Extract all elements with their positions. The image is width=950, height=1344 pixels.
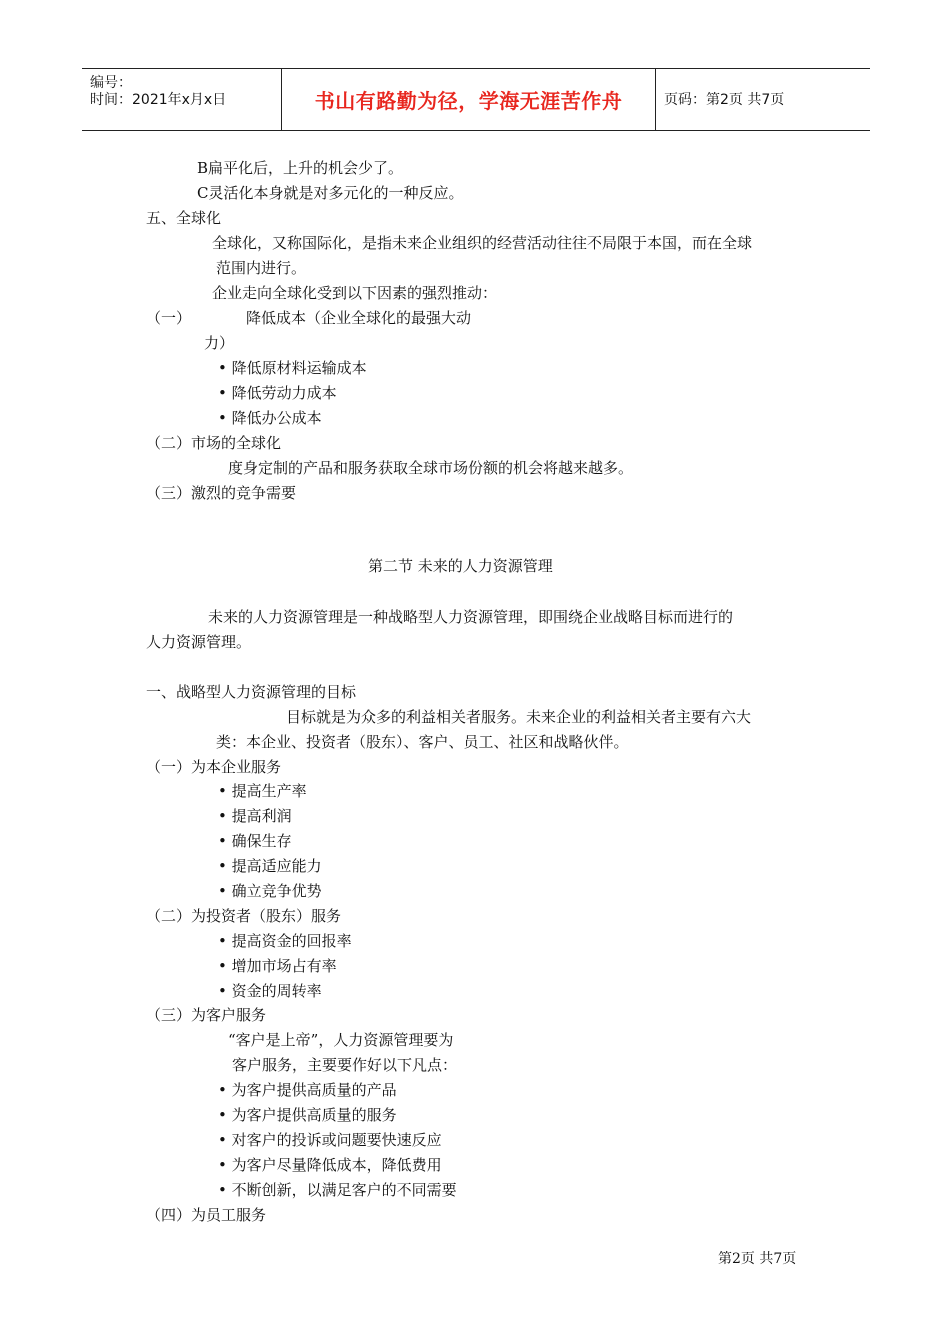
bullet-item: • 为客户尽量降低成本，降低费用 [218,1156,442,1174]
sub-heading: （三）激烈的竞争需要 [146,484,297,502]
list-number: （一） [146,309,192,327]
section-heading: 一、战略型人力资源管理的目标 [146,683,357,701]
page-header [82,68,870,131]
bullet-item: • 降低劳动力成本 [218,384,337,402]
header-motto-cell [282,69,656,130]
bullet-item: • 提高适应能力 [218,857,322,875]
body-line: 力） [204,334,235,352]
bullet-item: • 提高生产率 [218,782,307,800]
bullet-item: • 提高资金的回报率 [218,932,352,950]
bullet-item: • 资金的周转率 [218,982,322,1000]
body-line: B扁平化后，上升的机会少了。 [197,159,404,177]
sub-heading: （一）为本企业服务 [146,758,282,776]
body-line: C灵活化本身就是对多元化的一种反应。 [197,184,464,202]
bullet-item: • 确立竞争优势 [218,882,322,900]
body-line: 范围内进行。 [216,259,307,277]
bullet-item: • 为客户提供高质量的产品 [218,1081,397,1099]
body-line: 全球化，又称国际化，是指未来企业组织的经营活动往往不局限于本国，而在全球 [212,234,753,252]
body-line: 降低成本（企业全球化的最强大动 [246,309,472,327]
bullet-item: • 对客户的投诉或问题要快速反应 [218,1131,442,1149]
body-line: 企业走向全球化受到以下因素的强烈推动： [212,284,498,302]
bullet-item: • 确保生存 [218,832,292,850]
bullet-item: • 增加市场占有率 [218,957,337,975]
bullet-item: • 提高利润 [218,807,292,825]
body-line: “客户是上帝”，人力资源管理要为 [228,1031,454,1049]
body-line: 目标就是为众多的利益相关者服务。未来企业的利益相关者主要有六大 [286,708,752,726]
bullet-item: • 降低办公成本 [218,409,322,427]
page-footer: 第2页 共7页 [718,1251,797,1267]
bullet-item: • 降低原材料运输成本 [218,359,367,377]
header-meta-cell [82,69,282,130]
section-heading: 五、全球化 [146,209,222,227]
sub-heading: （二）为投资者（股东）服务 [146,907,342,925]
date-label: 时间：2021年x月x日 [90,92,227,108]
motto-text: 书山有路勤为径，学海无涯苦作舟 [314,89,623,113]
sub-heading: （二）市场的全球化 [146,434,282,452]
bullet-item: • 不断创新，以满足客户的不同需要 [218,1181,457,1199]
page-number-label: 页码：第2页 共7页 [664,92,785,108]
body-line: 未来的人力资源管理是一种战略型人力资源管理，即围绕企业战略目标而进行的 [208,608,734,626]
body-line: 人力资源管理。 [146,633,252,651]
bullet-item: • 为客户提供高质量的服务 [218,1106,397,1124]
chapter-title: 第二节 未来的人力资源管理 [368,557,553,575]
sub-heading: （三）为客户服务 [146,1006,267,1024]
sub-heading: （四）为员工服务 [146,1206,267,1224]
body-line: 度身定制的产品和服务获取全球市场份额的机会将越来越多。 [228,459,634,477]
number-label: 编号： [90,75,132,91]
body-line: 客户服务，主要要作好以下凡点： [232,1056,458,1074]
body-line: 类：本企业、投资者（股东）、客户、员工、社区和战略伙伴。 [216,733,629,751]
